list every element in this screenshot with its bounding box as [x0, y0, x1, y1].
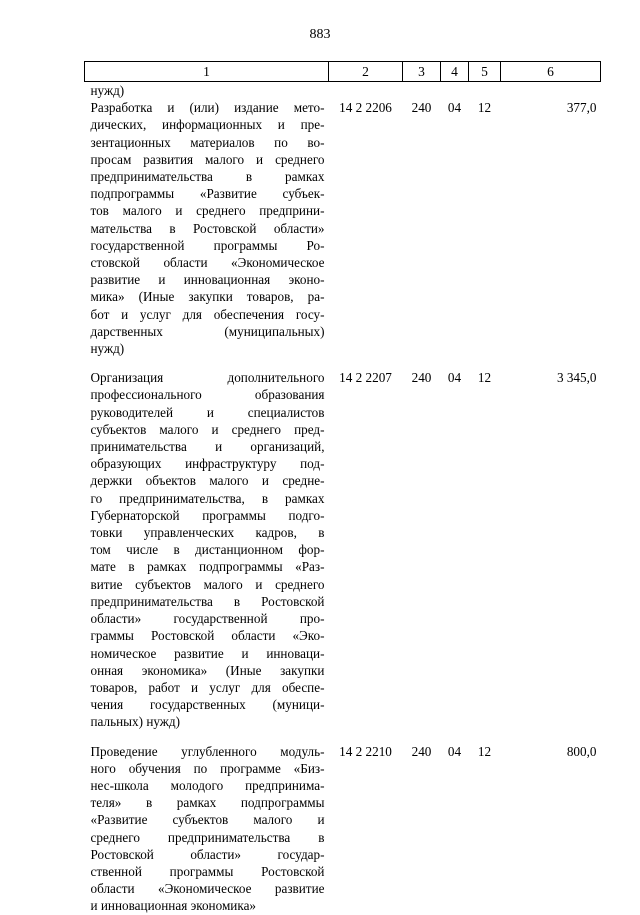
description-line: Губернаторской программы подго-	[90, 507, 325, 523]
row-amount: 800,0	[566, 743, 597, 759]
description-line: подпрограммы «Развитие субъек-	[90, 186, 325, 202]
header-col-2: 2	[329, 62, 403, 82]
header-col-1: 1	[85, 62, 329, 82]
description-line: руководителей и специалистов	[90, 404, 325, 420]
budget-table	[84, 61, 601, 915]
description-line: бот и услуг для обеспечения госу-	[90, 306, 325, 322]
description-line: предпринимательства в Ростовской	[90, 593, 325, 609]
row-csr-code: 14 2 2210	[339, 743, 392, 759]
table-header-row	[85, 62, 601, 82]
row-spacer	[85, 731, 601, 743]
row-pr-code: 12	[477, 100, 492, 116]
continuation-row	[85, 82, 601, 100]
description-line: ственной программы Ростовской	[90, 863, 325, 879]
description-line: мика» (Иные закупки товаров, ра-	[90, 289, 325, 305]
description-line: номическое развитие и инноваци-	[90, 645, 325, 661]
row-description	[85, 99, 329, 357]
description-line: го предпринимательства, в рамках	[90, 490, 325, 506]
description-line: стовской области «Экономическое	[90, 255, 325, 271]
header-col-3: 3	[403, 62, 441, 82]
description-line: том числе в дистанционном фор-	[90, 542, 325, 558]
table-row	[85, 369, 601, 730]
row-csr-code: 14 2 2207	[339, 370, 392, 386]
description-line: «Развитие субъектов малого и	[90, 812, 325, 828]
continuation-text: нужд)	[90, 83, 125, 98]
description-line: товаров, работ и услуг для обеспе-	[90, 679, 325, 695]
description-line: Разработка и (или) издание мето-	[90, 100, 325, 116]
row-rz-code: 04	[447, 743, 462, 759]
row-rz-code: 04	[447, 370, 462, 386]
row-amount: 3 345,0	[556, 370, 597, 386]
header-col-5: 5	[469, 62, 501, 82]
description-line: и инновационная экономика»	[90, 898, 257, 914]
table-row	[85, 99, 601, 357]
row-pr-code: 12	[477, 743, 492, 759]
row-description	[85, 743, 329, 915]
description-line: профессионального образования	[90, 387, 325, 403]
description-line: мате в рамках подпрограммы «Раз-	[90, 559, 325, 575]
description-line: нужд)	[90, 341, 125, 357]
description-line: граммы Ростовской области «Эко-	[90, 628, 325, 644]
description-line: принимательства и организаций,	[90, 439, 325, 455]
description-line: тов малого и среднего предприни-	[90, 203, 325, 219]
description-line: нес-школа молодого предпринима-	[90, 777, 325, 793]
description-line: области «Экономическое развитие	[90, 881, 325, 897]
description-line: Организация дополнительного	[90, 370, 325, 386]
description-line: субъектов малого и среднего пред-	[90, 421, 325, 437]
row-pr-code: 12	[477, 370, 492, 386]
row-rz-code: 04	[447, 100, 462, 116]
row-vr-code: 240	[411, 743, 432, 759]
description-line: просам развития малого и среднего	[90, 151, 325, 167]
row-vr-code: 240	[411, 370, 432, 386]
description-line: среднего предпринимательства в	[90, 829, 325, 845]
table-row	[85, 743, 601, 915]
description-line: дарственных (муниципальных)	[90, 323, 325, 339]
description-line: мательства в Ростовской области»	[90, 220, 325, 236]
description-line: развитие и инновационная эконо-	[90, 272, 325, 288]
page-number: 883	[309, 27, 331, 42]
description-line: предпринимательства в рамках	[90, 169, 325, 185]
description-line: онная экономика» (Иные закупки	[90, 662, 325, 678]
header-col-4: 4	[441, 62, 469, 82]
description-line: Проведение углубленного модуль-	[90, 743, 325, 759]
description-line: пальных) нужд)	[90, 714, 181, 730]
description-line: Ростовской области» государ-	[90, 846, 325, 862]
description-line: государственной программы Ро-	[90, 237, 325, 253]
description-line: образующих инфраструктуру под-	[90, 456, 325, 472]
header-col-6: 6	[501, 62, 601, 82]
row-spacer	[85, 357, 601, 369]
description-line: товки управленческих кадров, в	[90, 525, 325, 541]
description-line: дических, информационных и пре-	[90, 117, 325, 133]
description-line: теля» в рамках подпрограммы	[90, 795, 325, 811]
row-vr-code: 240	[411, 100, 432, 116]
description-line: зентационных материалов по во-	[90, 134, 325, 150]
description-line: чения государственных (муници-	[90, 697, 325, 713]
row-amount: 377,0	[566, 100, 597, 116]
description-line: держки объектов малого и средне-	[90, 473, 325, 489]
description-line: ного обучения по программе «Биз-	[90, 760, 325, 776]
description-line: витие субъектов малого и среднего	[90, 576, 325, 592]
description-line: области» государственной про-	[90, 611, 325, 627]
row-csr-code: 14 2 2206	[339, 100, 392, 116]
row-description	[85, 369, 329, 730]
